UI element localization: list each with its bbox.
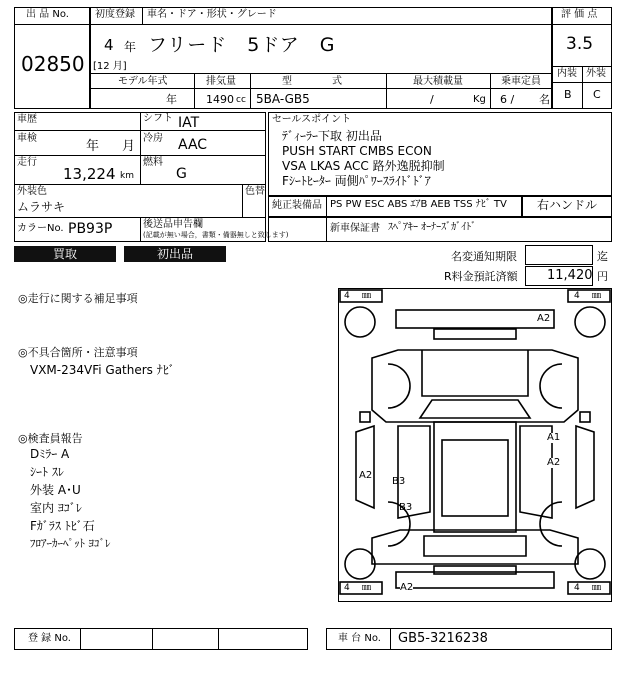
inspector-line: Fｶﾞﾗｽ ﾄﾋﾞ石 [30,519,95,533]
car-name-label: 車名・ドア・形状・グレード [147,9,277,20]
max-load-unit: Kg [473,94,486,105]
damage-mark: A1 [547,432,561,443]
model-code: 5BA-GB5 [256,92,310,106]
model-year-label: モデル年式 [118,76,168,87]
exterior-label: 外装 [586,68,606,79]
post-doc-label: 後送品申告欄 [143,219,203,230]
score: 3.5 [566,34,594,54]
displacement-unit: cc [236,95,246,105]
sales-point-line: VSA LKAS ACC 路外逸脱抑制 [282,159,445,173]
mileage-unit: km [120,171,134,181]
recycle-unit: 円 [597,270,608,283]
damage-mark: B3 [399,502,413,513]
inspector-line: 室内 ﾖｺﾞﾚ [30,501,82,515]
max-load-label: 最大積載量 [413,76,463,87]
capacity-label: 乗車定員 [501,76,541,87]
max-load-value: / [430,93,434,106]
warranty-value: ｽﾍﾟｱｷｰ ｵｰﾅｰｽﾞｶﾞｲﾄﾞ [388,222,477,233]
tire-depth-rear-right: 4 [574,583,580,593]
steering-value: 右ハンドル [537,198,598,212]
damage-mark: A2 [547,457,561,468]
lot-number: 02850 [21,52,85,76]
tire-depth-front-right: 4 [574,291,580,301]
buyout-badge: 買取 [14,246,116,262]
inspector-title: ◎検査員報告 [18,432,83,445]
car-name: フリード 5ドア G [148,34,336,56]
sales-point-line: PUSH START CMBS ECON [282,144,432,158]
registration-month: [12 月] [93,61,127,72]
model-code-label: 型 式 [282,76,342,87]
driving-notes-title: ◎走行に関する補足事項 [18,292,138,305]
shift-label: シフト [143,113,173,124]
inspector-line: Dﾐﾗｰ A [30,447,70,461]
capacity-value: 6 / [500,93,515,106]
first-registration-label: 初度登録 [95,9,135,20]
mileage-value: 13,224 [63,165,116,183]
defects-title: ◎不具合箇所・注意事項 [18,346,138,359]
ac-label: 冷房 [143,133,163,144]
car-outline-diagram [338,288,612,602]
capacity-unit: 名 [539,93,550,106]
damage-mark: B3 [392,476,406,487]
color-change-label: 色替 [245,186,265,197]
warranty-label: 新車保証書 [330,223,380,234]
year-unit: 年 [124,40,137,54]
recycle-label: R料金預託済額 [444,270,518,283]
fuel-label: 燃料 [143,157,163,168]
history-label: 車歴 [17,114,37,125]
first-listing-badge: 初出品 [124,246,226,262]
sales-point-title: セールスポイント [272,114,352,125]
name-change-field [525,245,593,265]
inspector-line: ﾌﾛｱｰｶｰﾍﾟｯﾄ ﾖｺﾞﾚ [30,537,111,550]
inspector-line: ｼｰﾄ ｽﾚ [30,465,64,479]
ac-value: AAC [178,137,208,153]
model-year-unit: 年 [166,93,177,106]
shift-value: IAT [178,115,200,131]
name-change-label: 名変通知期限 [451,250,517,263]
sales-point-line: Fｼｰﾄﾋｰﾀｰ 両側ﾊﾟﾜｰｽﾗｲﾄﾞﾄﾞｱ [282,174,431,188]
tire-depth-unit: ㎜ [592,291,602,301]
damage-mark: A2 [537,313,551,324]
displacement-value: 1490 [206,93,234,106]
color-no-value: PB93P [68,221,113,237]
defects-text: VXM-234VFi Gathers ﾅﾋﾞ [30,363,175,377]
recycle-value: 11,420 [547,268,593,283]
chassis-number-label: 車 台 No. [338,633,381,644]
chassis-number-value: GB5-3216238 [398,631,488,646]
mileage-label: 走行 [17,157,37,168]
post-doc-note: (記載が無い場合，書類・備器無しと致します) [143,231,289,239]
interior-grade: B [564,88,572,101]
equipment-label: 純正装備品 [272,200,322,211]
sales-point-line: ﾃﾞｨｰﾗｰ下取 初出品 [282,129,382,143]
inspection-label: 車検 [17,133,37,144]
tire-depth-unit: ㎜ [362,291,372,301]
lot-number-label: 出 品 No. [26,9,69,20]
exterior-grade: C [593,88,601,101]
interior-label: 内装 [557,68,577,79]
registration-year: 4 [104,36,114,54]
damage-mark: A2 [400,582,414,593]
tire-depth-unit: ㎜ [362,583,372,593]
score-label: 評 価 点 [561,9,598,20]
registration-number-label: 登 録 No. [28,633,71,644]
equipment-value: PS PW ESC ABS ｴｱB AEB TSS ﾅﾋﾞ TV [330,199,507,210]
inspection-month: 月 [122,139,136,154]
tire-depth-unit: ㎜ [592,583,602,593]
inspection-year: 年 [86,139,100,154]
ext-color-label: 外装色 [17,186,47,197]
displacement-label: 排気量 [206,76,236,87]
color-no-label: カラーNo. [17,223,64,234]
fuel-value: G [176,166,187,182]
tire-depth-rear-left: 4 [344,583,350,593]
inspector-line: 外装 A･U [30,483,81,497]
damage-mark: A2 [359,470,373,481]
name-change-unit: 迄 [597,250,608,263]
tire-depth-front-left: 4 [344,291,350,301]
ext-color-value: ムラサキ [17,200,66,214]
